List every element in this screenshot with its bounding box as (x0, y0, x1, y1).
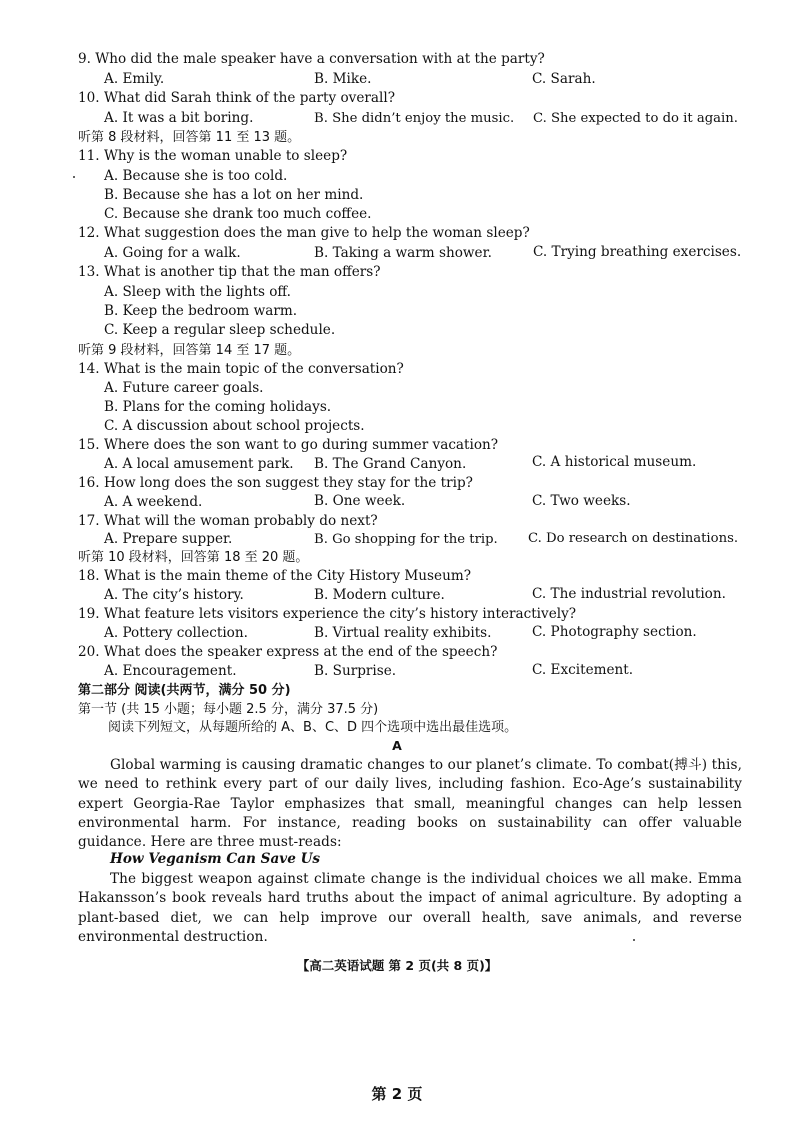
question-stem: 15. Where does the son want to go during summer vacation? (78, 437, 499, 453)
instruction: 阅读下列短文，从每题所给的 A、B、C、D 四个选项中选出最佳选项。 (108, 720, 518, 735)
option-c: C. A discussion about school projects. (104, 418, 365, 434)
section-title: 第一节 (共 15 小题；每小题 2.5 分，满分 37.5 分) (78, 702, 379, 717)
option-a: A. Encouragement. (104, 663, 237, 679)
question-stem: 18. What is the main theme of the City History Museum? (78, 568, 472, 584)
option-b: B. Mike. (314, 71, 372, 87)
question-stem: 9. Who did the male speaker have a conversation with at the party? (78, 51, 545, 67)
section-header: 听第 9 段材料，回答第 14 至 17 题。 (78, 343, 301, 358)
option-a: A. Prepare supper. (104, 531, 233, 547)
option-a: A. Sleep with the lights off. (104, 284, 291, 300)
option-b: B. Modern culture. (314, 587, 445, 603)
question-stem: 12. What suggestion does the man give to help the woman sleep? (78, 225, 530, 241)
question-stem: 14. What is the main topic of the conversation? (78, 361, 404, 377)
option-a: A. A weekend. (104, 494, 203, 510)
option-b: B. Taking a warm shower. (314, 245, 492, 261)
option-a: A. Pottery collection. (104, 625, 248, 641)
question-stem: 19. What feature lets visitors experience the city’s history interactively? (78, 606, 577, 622)
question-stem: 13. What is another tip that the man offers? (78, 264, 381, 280)
option-c: C. Because she drank too much coffee. (104, 206, 372, 222)
option-a: A. It was a bit boring. (104, 110, 254, 126)
option-a: A. Because she is too cold. (104, 168, 288, 184)
option-c: C. Sarah. (532, 71, 596, 87)
question-stem: 10. What did Sarah think of the party overall? (78, 90, 395, 106)
option-c: C. Keep a regular sleep schedule. (104, 322, 336, 338)
option-b: B. The Grand Canyon. (314, 456, 467, 472)
option-c: C. Photography section. (532, 624, 697, 640)
option-b: B. Virtual reality exhibits. (314, 625, 492, 641)
option-a: A. The city’s history. (104, 587, 244, 603)
passage-label: A (392, 738, 402, 753)
option-c: C. A historical museum. (532, 454, 697, 470)
option-b: B. Go shopping for the trip. (314, 532, 498, 547)
question-stem: 11. Why is the woman unable to sleep? (78, 148, 348, 164)
option-a: A. Future career goals. (104, 380, 264, 396)
option-b: B. Surprise. (314, 663, 397, 679)
section-header: 听第 10 段材料，回答第 18 至 20 题。 (78, 550, 309, 565)
option-b: B. One week. (314, 493, 406, 509)
question-stem: 20. What does the speaker express at the end of the speech? (78, 644, 498, 660)
section-header: 听第 8 段材料，回答第 11 至 13 题。 (78, 130, 301, 145)
option-a: A. Emily. (104, 71, 165, 87)
option-b: B. Because she has a lot on her mind. (104, 187, 364, 203)
option-c: C. Excitement. (532, 662, 634, 678)
passage-paragraph (78, 870, 742, 947)
book-title: How Veganism Can Save Us (110, 851, 321, 867)
option-c: C. Two weeks. (532, 493, 631, 509)
passage-paragraph-text: Global warming is causing dramatic changes to our planet’s climate. To combat(搏斗) this, we need to rethink every part of our daily lives, including fashion. Eco-Age’s sustainability expert Georgia-Rae Taylor emphasizes that small, meaningful changes can help lessen environmental harm. For instance, reading books on sustainability can offer valuable guidance. Here are three must-reads: (78, 757, 742, 851)
part-title: 第二部分 阅读(共两节，满分 50 分) (78, 683, 291, 698)
speck (633, 939, 635, 941)
speck (73, 176, 75, 178)
option-a: A. Going for a walk. (104, 245, 241, 261)
option-b: B. Keep the bedroom warm. (104, 303, 298, 319)
passage-paragraph-text: The biggest weapon against climate change is the individual choices we all make. Emma Hakansson’s book reveals hard truths about the impact of animal agriculture. By adopting a plant-based diet, we can help improve our overall health, save animals, and reverse environmental destruction. (78, 871, 742, 945)
passage-paragraph (78, 756, 742, 852)
option-c: C. She expected to do it again. (533, 111, 738, 126)
option-c: C. The industrial revolution. (532, 586, 726, 602)
option-a: A. A local amusement park. (104, 456, 294, 472)
page-footer: 【高二英语试题 第 2 页(共 8 页)】 (296, 958, 498, 973)
page-number: 第 2 页 (371, 1085, 423, 1103)
option-c: C. Trying breathing exercises. (533, 244, 742, 260)
option-b: B. She didn’t enjoy the music. (314, 111, 515, 126)
option-c: C. Do research on destinations. (528, 531, 739, 546)
option-b: B. Plans for the coming holidays. (104, 399, 332, 415)
question-stem: 16. How long does the son suggest they stay for the trip? (78, 475, 473, 491)
question-stem: 17. What will the woman probably do next? (78, 513, 378, 529)
